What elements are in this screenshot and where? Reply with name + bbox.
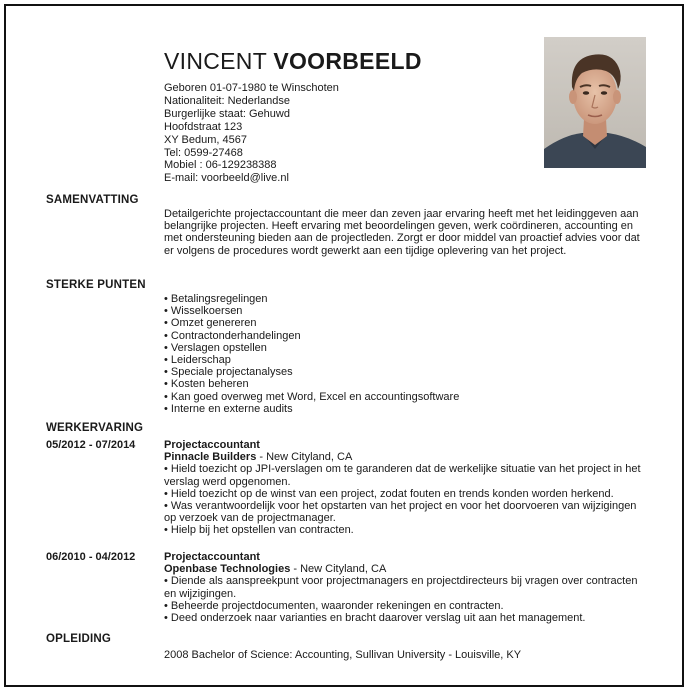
job-entry bbox=[164, 551, 642, 624]
resume-page bbox=[4, 4, 684, 687]
job-role: Projectaccountant bbox=[164, 439, 260, 451]
section-title-summary: SAMENVATTING bbox=[46, 194, 139, 206]
list-item: • Hield toezicht op JPI-verslagen om te garanderen dat de werkelijke situatie van het project in het verslag werd opgenomen. bbox=[164, 463, 641, 488]
job-dates: 06/2010 - 04/2012 bbox=[46, 551, 136, 563]
candidate-name bbox=[164, 48, 422, 74]
list-item: • Kosten beheren bbox=[164, 378, 249, 391]
postal-city: XY Bedum, 4567 bbox=[164, 133, 247, 146]
list-item: • Kan goed overweg met Word, Excel en accountingsoftware bbox=[164, 390, 460, 403]
list-item: • Omzet genereren bbox=[164, 317, 257, 330]
list-item: • Leiderschap bbox=[164, 354, 231, 367]
marital-status: Burgerlijke staat: Gehuwd bbox=[164, 107, 290, 120]
list-item: • Verslagen opstellen bbox=[164, 341, 267, 354]
section-title-experience: WERKERVARING bbox=[46, 422, 144, 434]
list-item: • Betalingsregelingen bbox=[164, 293, 268, 305]
list-item: • Interne en externe audits bbox=[164, 402, 293, 415]
section-title-strengths: STERKE PUNTEN bbox=[46, 279, 146, 291]
list-item: • Deed onderzoek naar varianties en bracht daarover verslag uit aan het management. bbox=[164, 612, 586, 625]
last-name: VOORBEELD bbox=[273, 48, 422, 74]
list-item: • Hielp bij het opstellen van contracten. bbox=[164, 524, 354, 537]
list-item: • Diende als aanspreekpunt voor projectmanagers en projectdirecteurs bij vragen over contracten en wijzigingen. bbox=[164, 575, 638, 600]
list-item: • Wisselkoersen bbox=[164, 305, 243, 318]
first-name: VINCENT bbox=[164, 48, 267, 74]
job-entry bbox=[164, 439, 642, 537]
education-text: 2008 Bachelor of Science: Accounting, Sullivan University - Louisville, KY bbox=[164, 649, 522, 661]
portrait-image bbox=[544, 37, 646, 168]
summary-text: Detailgerichte projectaccountant die meer dan zeven jaar ervaring heeft met het leidinggeven aan belangrijke projecten. Heeft ervaring met beoordelingen geven, werk coördineren, accounting en met ondersteuning bieden aan de projectleden. Zorgt er door middel van proactief advies voor dat er volgens de procedures wordt gewerkt aan een tijdige oplevering van het project. bbox=[164, 208, 640, 257]
list-item: • Was verantwoordelijk voor het opstarten van het project en voor het doorvoeren van wijzigingen op verzoek van de projectmanager. bbox=[164, 500, 637, 525]
mobile: Mobiel : 06-129238388 bbox=[164, 159, 277, 172]
profile-photo bbox=[544, 37, 646, 168]
contact-info bbox=[164, 82, 339, 185]
nationality: Nationaliteit: Nederlandse bbox=[164, 94, 290, 107]
street-address: Hoofdstraat 123 bbox=[164, 120, 243, 133]
section-title-education: OPLEIDING bbox=[46, 633, 112, 645]
list-item: • Hield toezicht op de winst van een project, zodat fouten en trends konden worden herkend. bbox=[164, 487, 614, 500]
list-item: • Beheerde projectdocumenten, waaronder rekeningen en contracten. bbox=[164, 599, 504, 612]
email: E-mail: voorbeeld@live.nl bbox=[164, 172, 289, 185]
job-company: Pinnacle Builders bbox=[164, 451, 257, 464]
list-item: • Speciale projectanalyses bbox=[164, 366, 293, 379]
birth-info: Geboren 01-07-1980 te Winschoten bbox=[164, 82, 339, 94]
job-company-line bbox=[164, 451, 642, 463]
job-role: Projectaccountant bbox=[164, 551, 260, 563]
job-location: - New Cityland, CA bbox=[290, 563, 387, 576]
phone: Tel: 0599-27468 bbox=[164, 146, 243, 159]
strengths-list bbox=[164, 293, 642, 415]
job-dates: 05/2012 - 07/2014 bbox=[46, 439, 136, 451]
list-item: • Contractonderhandelingen bbox=[164, 329, 301, 342]
job-location: - New Cityland, CA bbox=[256, 451, 353, 464]
job-company: Openbase Technologies bbox=[164, 563, 291, 576]
job-company-line bbox=[164, 563, 642, 575]
